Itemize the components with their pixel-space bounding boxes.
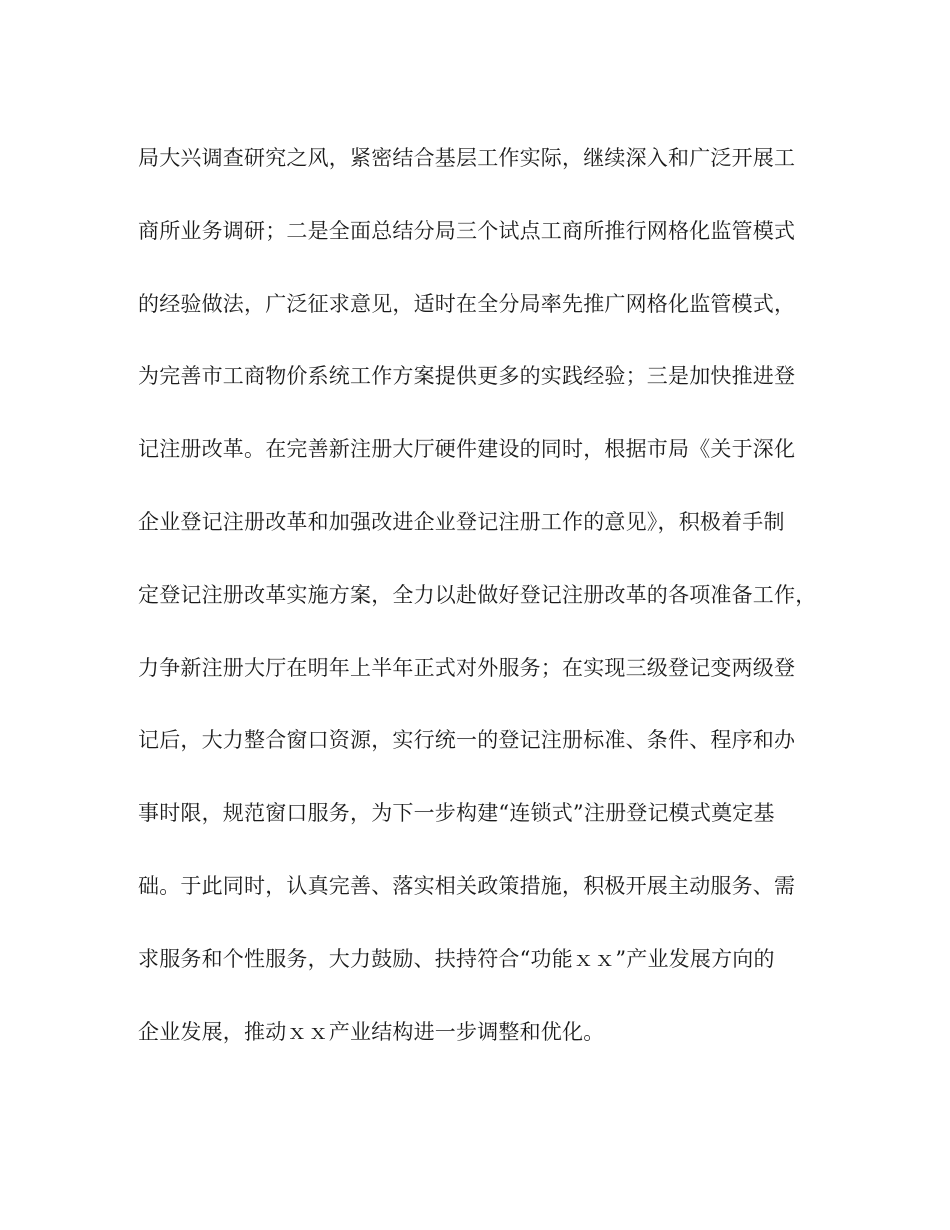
text-line: 定登记注册改革实施方案，全力以赴做好登记注册改革的各项准备工作， xyxy=(138,582,817,607)
text-line: 记注册改革。在完善新注册大厅硬件建设的同时，根据市局《关于深化 xyxy=(138,437,796,462)
text-line: 局大兴调查研究之风，紧密结合基层工作实际，继续深入和广泛开展工 xyxy=(138,146,796,170)
text-line: 为完善市工商物价系统工作方案提供更多的实践经验；三是加快推进登 xyxy=(138,364,796,389)
text-line: 础。于此同时，认真完善、落实相关政策措施，积极开展主动服务、需 xyxy=(138,873,796,898)
text-line: 商所业务调研；二是全面总结分局三个试点工商所推行网格化监管模式 xyxy=(138,218,796,243)
text-line: 求服务和个性服务，大力鼓励、扶持符合“功能ｘｘ”产业发展方向的 xyxy=(138,946,775,971)
text-line: 事时限，规范窗口服务，为下一步构建“连锁式”注册登记模式奠定基 xyxy=(138,801,775,826)
text-line: 记后，大力整合窗口资源，实行统一的登记注册标准、条件、程序和办 xyxy=(138,728,796,753)
text-line: 企业发展，推动ｘｘ产业结构进一步调整和优化。 xyxy=(138,1019,605,1044)
text-line: 企业登记注册改革和加强改进企业登记注册工作的意见》，积极着手制 xyxy=(138,509,785,534)
paragraph xyxy=(138,138,828,1084)
text-line: 的经验做法，广泛征求意见，适时在全分局率先推广网格化监管模式， xyxy=(138,291,796,316)
text-line: 力争新注册大厅在明年上半年正式对外服务；在实现三级登记变两级登 xyxy=(138,655,796,680)
